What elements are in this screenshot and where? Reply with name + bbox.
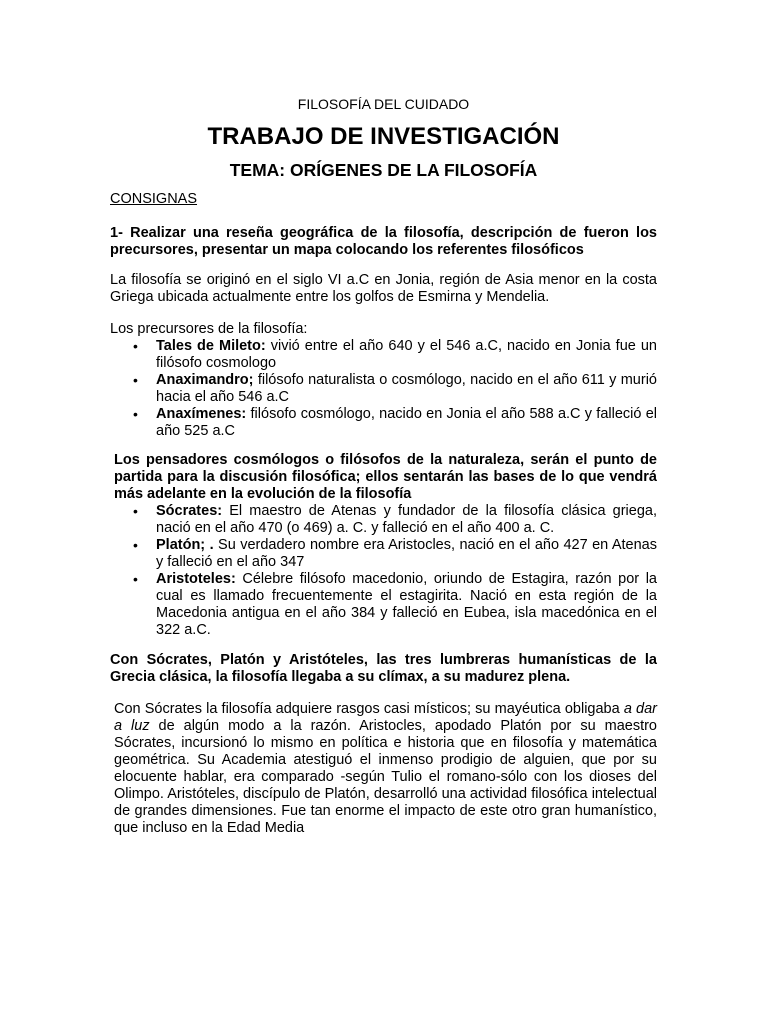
- philosopher-name: Tales de Mileto:: [156, 338, 266, 354]
- bullet-icon: •: [133, 503, 138, 519]
- philosopher-name: Platón; .: [156, 537, 214, 553]
- final-paragraph-part-1: Con Sócrates la filosofía adquiere rasgos casi místicos; su mayéutica obligaba: [114, 701, 624, 717]
- philosopher-name: Anaxímenes:: [156, 406, 247, 422]
- precursors-intro: Los precursores de la filosofía:: [110, 321, 308, 337]
- document-title: TRABAJO DE INVESTIGACIÓN: [207, 123, 560, 150]
- list-item: [110, 537, 657, 571]
- bullet-icon: •: [133, 406, 138, 422]
- list-item: [110, 571, 657, 639]
- philosopher-name: Sócrates:: [156, 503, 223, 519]
- list-item: [110, 406, 657, 440]
- philosopher-description: Célebre filósofo macedonio, oriundo de Estagira, razón por la cual es llamado frecuentemente el estagirita. Nació en esta región de la Macedonia antigua en el año 384 y falleció en Eubea, isla macedónica en el 322 a.C.: [156, 571, 657, 638]
- philosopher-name: Anaximandro;: [156, 372, 254, 388]
- philosopher-description: El maestro de Atenas y fundador de la filosofía clásica griega, nació en el año 470 (o 469) a. C. y falleció en el año 400 a. C.: [156, 503, 657, 536]
- bullet-icon: •: [133, 571, 138, 587]
- topic-heading: TEMA: ORÍGENES DE LA FILOSOFÍA: [229, 160, 538, 180]
- philosopher-description: filósofo naturalista o cosmólogo, nacido en el año 611 y murió hacia el año 546 a.C: [156, 372, 657, 405]
- bullet-icon: •: [133, 537, 138, 553]
- precursors-list: [110, 338, 657, 440]
- philosopher-description: filósofo cosmólogo, nacido en Jonia el año 588 a.C y falleció el año 525 a.C: [156, 406, 657, 439]
- bullet-icon: •: [133, 372, 138, 388]
- philosopher-description: Su verdadero nombre era Aristocles, nació en el año 427 en Atenas y falleció en el año 347: [156, 537, 657, 570]
- subject-heading: FILOSOFÍA DEL CUIDADO: [297, 96, 470, 112]
- final-paragraph: [110, 701, 657, 837]
- philosopher-description: vivió entre el año 640 y el 546 a.C, nacido en Jonia fue un filósofo cosmologo: [156, 338, 657, 371]
- task-1-statement: 1- Realizar una reseña geográfica de la filosofía, descripción de fueron los precursores, presentar un mapa colocando los referentes filosóficos: [110, 225, 657, 258]
- list-item: [110, 503, 657, 537]
- list-item: [110, 372, 657, 406]
- origin-paragraph: La filosofía se originó en el siglo VI a.C en Jonia, región de Asia menor en la costa Griega ubicada actualmente entre los golfos de Esmirna y Mendelia.: [110, 272, 657, 305]
- bullet-icon: •: [133, 338, 138, 354]
- final-paragraph-part-2: de algún modo a la razón. Aristocles, apodado Platón por su maestro Sócrates, incursionó lo mismo en política e historia que en filosofía y matemática geométrica. Su Academia atestiguó el inmenso prodigio de alguien, que por su elocuente hablar, era comparado -según Tulio el romano-sólo con los dioses del Olimpo. Aristóteles, discípulo de Platón, desarrolló una actividad filosófica intelectual de grandes dimensiones. Fue tan enorme el impacto de este otro gran humanístico, que incluso en la Edad Media: [114, 718, 657, 836]
- final-paragraph-italic: a dar a luz: [114, 701, 657, 734]
- cosmologists-paragraph: Los pensadores cosmólogos o filósofos de la naturaleza, serán el punto de partida para la discusión filosófica; ellos sentarán las bases de lo que vendrá más adelante en la evolución de la filosofía: [114, 452, 657, 502]
- document-body: [110, 96, 657, 837]
- list-item: [110, 338, 657, 372]
- luminaries-paragraph: Con Sócrates, Platón y Aristóteles, las tres lumbreras humanísticas de la Grecia clásica, la filosofía llegaba a su clímax, a su madurez plena.: [110, 652, 657, 685]
- philosopher-name: Aristoteles:: [156, 571, 236, 587]
- consignas-heading: CONSIGNAS: [110, 191, 198, 207]
- classics-list: [110, 503, 657, 639]
